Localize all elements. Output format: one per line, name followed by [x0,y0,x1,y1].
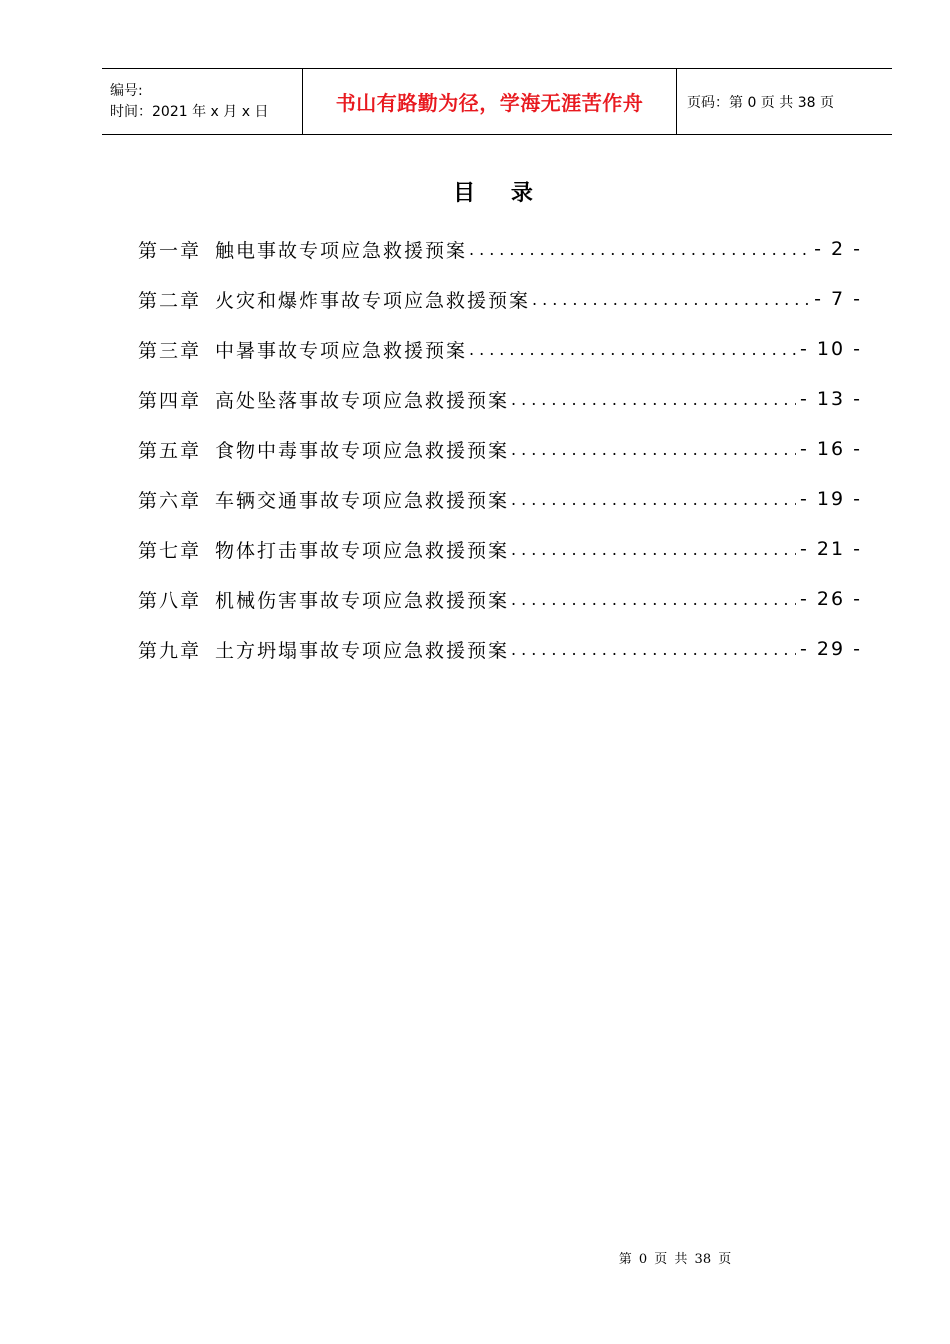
toc-page-number: - 2 - [814,238,862,260]
header-motto: 书山有路勤为径，学海无涯苦作舟 [335,91,644,115]
toc-dot-leader [511,490,796,509]
toc-entry[interactable] [138,274,862,324]
toc-entry-title: 食物中毒事故专项应急救援预案 [215,439,510,462]
toc-chapter: 第二章 [138,289,202,312]
toc-entry-title: 火灾和爆炸事故专项应急救援预案 [215,289,531,312]
toc-chapter: 第五章 [138,439,202,462]
toc-entry-title: 中暑事故专项应急救援预案 [215,339,468,362]
toc-chapter: 第八章 [138,589,202,612]
toc-dot-leader [469,340,796,359]
toc-chapter: 第三章 [138,339,202,362]
toc-title: 目 录 [453,180,547,206]
toc-entry[interactable] [138,324,862,374]
document-header [102,68,892,135]
toc-entry-title: 机械伤害事故专项应急救援预案 [215,589,510,612]
number-label: 编号: [110,82,143,99]
toc-dot-leader [511,440,796,459]
toc-entry-title: 土方坍塌事故专项应急救援预案 [215,639,510,662]
toc-entry-title: 触电事故专项应急救援预案 [215,239,468,262]
toc-page-number: - 26 - [800,588,862,610]
toc-dot-leader [511,640,796,659]
toc-entry[interactable] [138,474,862,524]
toc-dot-leader [511,590,796,609]
toc-entry[interactable] [138,574,862,624]
toc-page-number: - 29 - [800,638,862,660]
toc-entry[interactable] [138,374,862,424]
toc-page-number: - 10 - [800,338,862,360]
toc-page-number: - 19 - [800,488,862,510]
header-page-cell [677,69,892,134]
toc-entry-title: 高处坠落事故专项应急救援预案 [215,389,510,412]
table-of-contents [138,224,862,674]
toc-chapter: 第九章 [138,639,202,662]
toc-chapter: 第一章 [138,239,202,262]
toc-entry-title: 物体打击事故专项应急救援预案 [215,539,510,562]
toc-page-number: - 7 - [814,288,862,310]
toc-entry[interactable] [138,524,862,574]
toc-dot-leader [511,540,796,559]
toc-page-number: - 13 - [800,388,862,410]
toc-dot-leader [532,290,810,309]
toc-dot-leader [511,390,796,409]
toc-entry[interactable] [138,424,862,474]
time-label: 时间：2021 年 x 月 x 日 [110,103,269,120]
toc-page-number: - 21 - [800,538,862,560]
toc-dot-leader [469,240,810,259]
toc-entry-title: 车辆交通事故专项应急救援预案 [215,489,510,512]
toc-chapter: 第六章 [138,489,202,512]
toc-entry[interactable] [138,224,862,274]
toc-chapter: 第七章 [138,539,202,562]
toc-chapter: 第四章 [138,389,202,412]
header-meta-cell [102,69,303,134]
header-page-info: 页码：第 0 页 共 38 页 [687,94,834,111]
toc-entry[interactable] [138,624,862,674]
page-footer: 第 0 页 共 38 页 [618,1252,732,1267]
header-motto-cell [303,69,677,134]
toc-page-number: - 16 - [800,438,862,460]
